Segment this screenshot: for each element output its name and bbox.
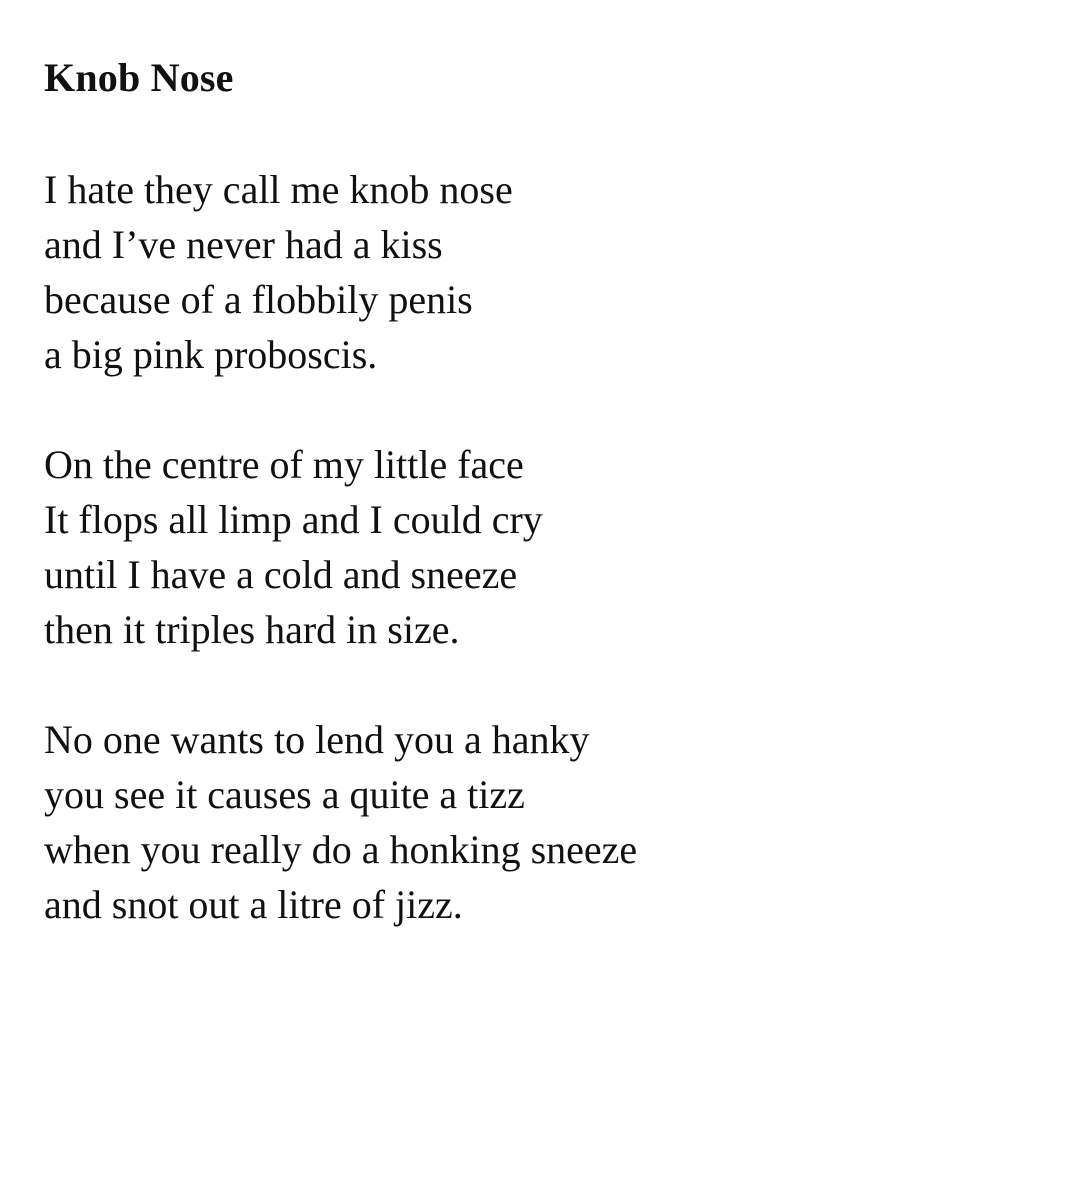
poem-line: I hate they call me knob nose xyxy=(44,167,513,212)
poem-line: It flops all limp and I could cry xyxy=(44,497,543,542)
poem-line: until I have a cold and sneeze xyxy=(44,552,518,597)
stanza-3 xyxy=(44,712,1044,932)
poem-title: Knob Nose xyxy=(44,55,234,100)
poem-line: and I’ve never had a kiss xyxy=(44,222,443,267)
poem-line: On the centre of my little face xyxy=(44,442,524,487)
poem-line: when you really do a honking sneeze xyxy=(44,827,638,872)
poem-line: because of a flobbily penis xyxy=(44,277,473,322)
poem-line: you see it causes a quite a tizz xyxy=(44,772,525,817)
poem-line: a big pink proboscis. xyxy=(44,332,378,377)
stanza-1 xyxy=(44,162,1044,382)
poem-line: and snot out a litre of jizz. xyxy=(44,882,463,927)
poem-line: No one wants to lend you a hanky xyxy=(44,717,590,762)
stanza-2 xyxy=(44,437,1044,657)
poem-line: then it triples hard in size. xyxy=(44,607,460,652)
poem-page xyxy=(44,52,1044,987)
